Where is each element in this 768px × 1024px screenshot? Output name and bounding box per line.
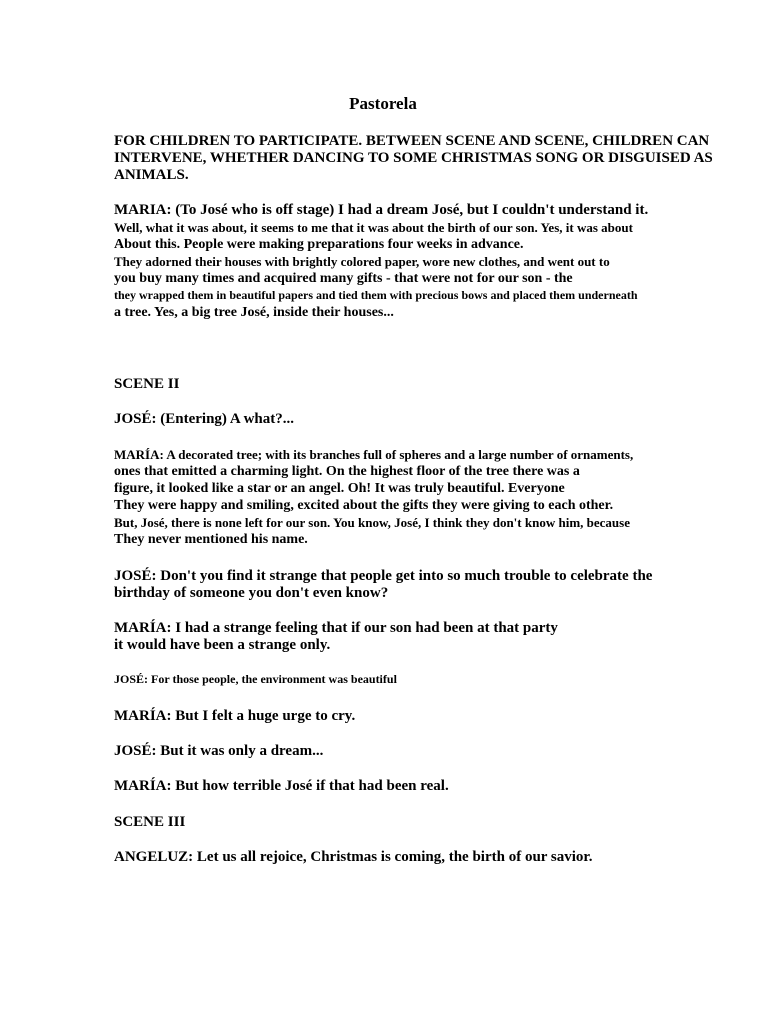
- title-text: Pastorela: [349, 94, 417, 113]
- jose-dialogue-1: [114, 411, 764, 428]
- dialogue-line: They adorned their houses with brightly colored paper, wore new clothes, and went out to: [114, 254, 610, 269]
- dialogue-line: JOSÉ: Don't you find it strange that people get into so much trouble to celebrate the: [114, 568, 653, 584]
- maria-dialogue-5: [114, 778, 764, 795]
- dialogue-line: a tree. Yes, a big tree José, inside their houses...: [114, 305, 394, 320]
- dialogue-line: MARIA: (To José who is off stage) I had a dream José, but I couldn't understand it.: [114, 202, 649, 218]
- jose-dialogue-3: [114, 671, 764, 688]
- dialogue-line: About this. People were making preparations four weeks in advance.: [114, 237, 524, 252]
- dialogue-line: MARÍA: A decorated tree; with its branches full of spheres and a large number of ornaments,: [114, 447, 634, 462]
- document-title: [0, 94, 768, 114]
- dialogue-line: But, José, there is none left for our son. You know, José, I think they don't know him, because: [114, 515, 630, 530]
- dialogue-line: you buy many times and acquired many gifts - that were not for our son - the: [114, 271, 573, 286]
- scene-heading: [114, 376, 764, 393]
- dialogue-line: MARÍA: But I felt a huge urge to cry.: [114, 708, 356, 724]
- maria-dialogue-2: [114, 446, 764, 548]
- dialogue-line: MARÍA: I had a strange feeling that if our son had been at that party: [114, 620, 558, 636]
- dialogue-line: They were happy and smiling, excited about the gifts they were giving to each other.: [114, 498, 614, 513]
- intro-line: ANIMALS.: [114, 167, 189, 183]
- dialogue-line: it would have been a strange only.: [114, 637, 331, 653]
- dialogue-line: JOSÉ: (Entering) A what?...: [114, 411, 295, 427]
- intro-line: FOR CHILDREN TO PARTICIPATE. BETWEEN SCENE AND SCENE, CHILDREN CAN: [114, 133, 710, 149]
- maria-dialogue-1: [114, 202, 764, 321]
- dialogue-line: they wrapped them in beautiful papers and tied them with precious bows and placed them underneath: [114, 288, 638, 302]
- dialogue-line: figure, it looked like a star or an angel. Oh! It was truly beautiful. Everyone: [114, 481, 565, 496]
- jose-dialogue-2: [114, 568, 764, 602]
- intro-line: INTERVENE, WHETHER DANCING TO SOME CHRISTMAS SONG OR DISGUISED AS: [114, 150, 713, 166]
- jose-dialogue-4: [114, 743, 764, 760]
- scene-3-heading: SCENE III: [114, 814, 186, 830]
- angeluz-dialogue: [114, 849, 764, 866]
- dialogue-line: Well, what it was about, it seems to me that it was about the birth of our son. Yes, it was about: [114, 220, 633, 235]
- dialogue-line: ones that emitted a charming light. On the highest floor of the tree there was a: [114, 464, 580, 479]
- dialogue-line: birthday of someone you don't even know?: [114, 585, 389, 601]
- dialogue-line: JOSÉ: But it was only a dream...: [114, 743, 324, 759]
- dialogue-line: ANGELUZ: Let us all rejoice, Christmas is coming, the birth of our savior.: [114, 849, 593, 865]
- dialogue-line: JOSÉ: For those people, the environment was beautiful: [114, 672, 397, 686]
- maria-dialogue-3: [114, 620, 764, 654]
- maria-dialogue-4: [114, 708, 764, 725]
- dialogue-line: MARÍA: But how terrible José if that had been real.: [114, 778, 449, 794]
- intro-paragraph: [114, 133, 764, 184]
- dialogue-line: They never mentioned his name.: [114, 532, 308, 547]
- scene-2-heading: SCENE II: [114, 376, 180, 392]
- scene-heading: [114, 814, 764, 831]
